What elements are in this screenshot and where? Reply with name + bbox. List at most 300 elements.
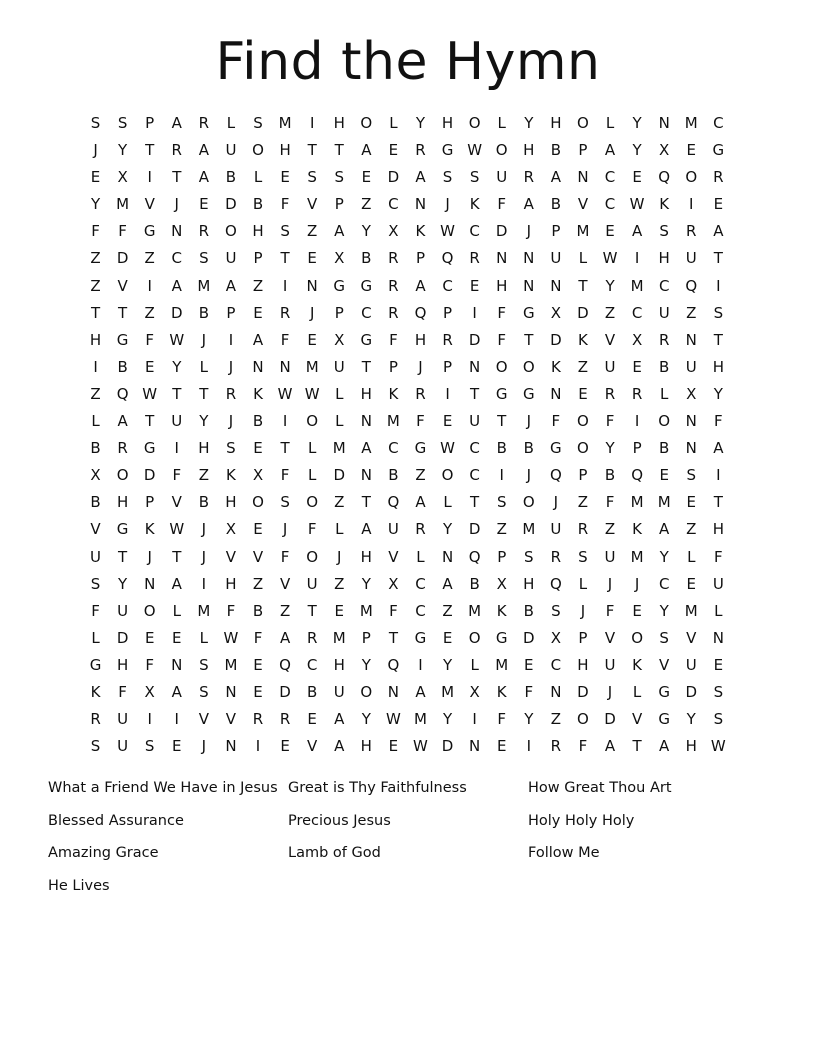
grid-letter: K	[144, 520, 155, 539]
grid-letter: P	[443, 303, 453, 322]
grid-letter: S	[280, 493, 290, 512]
grid-letter: E	[632, 601, 642, 620]
grid-letter: A	[415, 493, 426, 512]
grid-letter: U	[469, 412, 481, 431]
grid-letter: D	[685, 682, 698, 701]
grid-letter: B	[659, 439, 670, 458]
grid-letter: L	[199, 628, 209, 647]
grid-letter: J	[418, 357, 423, 376]
grid-letter: A	[334, 737, 345, 756]
grid-letter: M	[386, 412, 400, 431]
grid-letter: T	[388, 628, 398, 647]
grid-letter: G	[522, 303, 535, 322]
grid-letter: Q	[414, 303, 427, 322]
grid-letter: C	[388, 439, 399, 458]
grid-letter: Y	[659, 547, 669, 566]
grid-letter: W	[467, 141, 483, 160]
grid-letter: F	[280, 195, 290, 214]
grid-letter: B	[550, 141, 562, 160]
grid-letter: A	[713, 439, 724, 458]
grid-letter: R	[442, 330, 453, 349]
grid-letter: A	[198, 141, 209, 160]
grid-letter: D	[577, 303, 589, 322]
grid-letter: R	[90, 710, 101, 729]
grid-letter: R	[279, 710, 291, 729]
grid-letter: C	[171, 249, 183, 268]
grid-letter: Z	[307, 222, 318, 241]
grid-letter: R	[415, 520, 426, 539]
grid-letter: R	[225, 384, 237, 403]
grid-letter: T	[145, 141, 155, 160]
grid-letter: L	[91, 412, 100, 431]
grid-letter: D	[387, 168, 400, 187]
grid-letter: N	[550, 384, 562, 403]
grid-letter: A	[117, 412, 128, 431]
grid-letter: N	[279, 357, 291, 376]
grid-letter: O	[252, 493, 264, 512]
grid-row	[82, 273, 732, 300]
grid-letter: N	[496, 249, 508, 268]
grid-letter: M	[197, 276, 211, 295]
grid-row	[82, 300, 732, 327]
grid-letter: A	[225, 276, 237, 295]
page-title: Find the Hymn	[215, 32, 601, 92]
grid-letter: R	[198, 222, 210, 241]
grid-letter: M	[305, 357, 319, 376]
grid-letter: Q	[658, 168, 671, 187]
grid-letter: N	[252, 357, 264, 376]
grid-letter: L	[335, 520, 344, 539]
grid-letter: K	[469, 195, 480, 214]
grid-letter: Q	[468, 547, 481, 566]
grid-letter: M	[630, 547, 644, 566]
grid-letter: C	[388, 195, 399, 214]
grid-letter: E	[442, 412, 453, 431]
grid-letter: V	[225, 547, 237, 566]
grid-letter: G	[495, 384, 508, 403]
grid-letter: N	[685, 412, 697, 431]
word-list-item: Amazing Grace	[48, 845, 159, 861]
grid-letter: H	[198, 439, 210, 458]
grid-letter: J	[201, 547, 207, 566]
grid-letter: G	[333, 276, 346, 295]
grid-letter: T	[172, 384, 182, 403]
grid-letter: S	[551, 601, 561, 620]
grid-letter: L	[660, 384, 669, 403]
grid-letter: J	[282, 520, 288, 539]
grid-letter: T	[497, 412, 507, 431]
grid-letter: O	[306, 547, 319, 566]
grid-letter: F	[118, 222, 127, 241]
grid-letter: Y	[686, 710, 696, 729]
grid-letter: G	[414, 628, 427, 647]
grid-letter: D	[116, 249, 129, 268]
grid-letter: Z	[577, 493, 589, 512]
grid-letter: Z	[279, 601, 291, 620]
grid-letter: W	[223, 628, 239, 647]
grid-letter: F	[714, 412, 723, 431]
grid-row	[82, 191, 732, 218]
grid-letter: I	[147, 710, 152, 729]
grid-letter: T	[307, 601, 317, 620]
grid-row	[82, 408, 732, 435]
grid-letter: Y	[118, 141, 128, 160]
grid-letter: X	[388, 574, 399, 593]
grid-letter: O	[360, 682, 373, 701]
grid-letter: E	[469, 276, 480, 295]
grid-letter: U	[117, 601, 129, 620]
grid-letter: Q	[116, 384, 129, 403]
grid-letter: V	[686, 628, 697, 647]
grid-letter: V	[252, 547, 264, 566]
grid-letter: W	[440, 222, 455, 241]
grid-letter: K	[415, 222, 426, 241]
grid-letter: T	[713, 330, 723, 349]
word-list-item: Great is Thy Faithfulness	[288, 780, 467, 796]
grid-letter: X	[225, 520, 237, 539]
grid-letter: U	[658, 303, 670, 322]
grid-letter: Z	[334, 493, 345, 512]
grid-letter: M	[576, 222, 590, 241]
grid-letter: A	[171, 682, 182, 701]
grid-letter: O	[468, 628, 481, 647]
grid-letter: E	[253, 682, 263, 701]
grid-letter: J	[526, 412, 531, 431]
grid-letter: J	[201, 520, 207, 539]
grid-letter: S	[90, 114, 101, 132]
grid-letter: Z	[90, 249, 101, 268]
grid-letter: C	[415, 574, 426, 593]
grid-row	[82, 354, 732, 381]
grid-letter: W	[142, 384, 158, 403]
grid-letter: E	[442, 628, 453, 647]
grid-letter: V	[631, 710, 643, 729]
grid-letter: Z	[496, 520, 507, 539]
grid-letter: S	[496, 493, 507, 512]
grid-letter: I	[255, 737, 261, 756]
grid-letter: U	[604, 655, 616, 674]
grid-letter: O	[685, 168, 698, 187]
grid-letter: N	[414, 195, 427, 214]
grid-letter: Z	[334, 574, 345, 593]
grid-letter: T	[334, 141, 344, 160]
grid-letter: U	[225, 141, 237, 160]
grid-letter: J	[93, 141, 98, 160]
grid-letter: H	[360, 384, 372, 403]
grid-letter: R	[388, 276, 399, 295]
grid-letter: M	[332, 628, 346, 647]
grid-letter: Z	[144, 249, 155, 268]
grid-letter: R	[415, 141, 426, 160]
grid-letter: E	[253, 655, 263, 674]
grid-letter: B	[90, 493, 101, 512]
grid-letter: G	[522, 384, 535, 403]
grid-letter: H	[225, 574, 237, 593]
grid-letter: D	[116, 628, 129, 647]
grid-letter: R	[631, 384, 643, 403]
grid-letter: D	[550, 330, 562, 349]
grid-letter: K	[496, 601, 507, 620]
grid-letter: F	[497, 303, 507, 322]
grid-letter: Y	[361, 222, 371, 241]
grid-letter: P	[578, 466, 588, 485]
grid-letter: U	[550, 520, 562, 539]
grid-letter: T	[118, 547, 128, 566]
grid-letter: S	[713, 682, 724, 701]
grid-letter: G	[89, 655, 102, 674]
grid-letter: E	[307, 710, 317, 729]
grid-letter: Y	[659, 601, 669, 620]
grid-letter: B	[198, 303, 209, 322]
grid-letter: A	[659, 737, 670, 756]
grid-letter: H	[550, 114, 562, 132]
grid-letter: S	[578, 547, 588, 566]
grid-letter: M	[684, 601, 698, 620]
grid-letter: X	[631, 330, 643, 349]
grid-letter: X	[144, 682, 155, 701]
grid-letter: E	[524, 655, 534, 674]
grid-letter: S	[199, 249, 209, 268]
grid-letter: I	[526, 737, 531, 756]
grid-letter: I	[93, 357, 98, 376]
grid-letter: Z	[361, 195, 372, 214]
grid-letter: Y	[442, 710, 453, 729]
grid-letter: Z	[415, 466, 426, 485]
grid-letter: V	[604, 330, 616, 349]
grid-letter: L	[172, 601, 181, 620]
grid-letter: M	[630, 493, 644, 512]
grid-letter: O	[360, 114, 373, 132]
grid-letter: V	[144, 195, 155, 214]
grid-letter: J	[553, 493, 559, 512]
grid-letter: W	[602, 249, 618, 268]
grid-letter: V	[171, 493, 182, 512]
grid-letter: P	[578, 628, 588, 647]
grid-letter: S	[334, 168, 344, 187]
grid-letter: F	[605, 601, 615, 620]
grid-letter: L	[416, 547, 425, 566]
grid-letter: X	[469, 682, 480, 701]
word-list-item: Lamb of God	[288, 845, 381, 861]
grid-letter: L	[307, 466, 317, 485]
grid-letter: I	[716, 466, 721, 485]
grid-letter: E	[144, 357, 155, 376]
grid-letter: M	[657, 493, 671, 512]
word-list-item: He Lives	[48, 877, 110, 894]
grid-letter: H	[414, 330, 427, 349]
grid-letter: L	[632, 682, 642, 701]
grid-letter: A	[334, 222, 345, 241]
grid-letter: Y	[118, 574, 128, 593]
grid-letter: I	[174, 710, 179, 729]
grid-letter: T	[361, 493, 371, 512]
grid-letter: V	[198, 710, 209, 729]
grid-letter: C	[306, 655, 318, 674]
grid-letter: J	[201, 737, 207, 756]
grid-letter: D	[441, 737, 454, 756]
grid-letter: C	[469, 439, 480, 458]
grid-letter: J	[607, 574, 613, 593]
grid-letter: P	[443, 357, 453, 376]
grid-letter: D	[604, 710, 616, 729]
grid-letter: I	[309, 114, 315, 132]
grid-letter: I	[472, 303, 477, 322]
grid-letter: K	[659, 195, 670, 214]
grid-letter: W	[413, 737, 428, 756]
grid-letter: K	[226, 466, 236, 485]
grid-letter: F	[172, 466, 182, 485]
grid-letter: G	[441, 141, 454, 160]
grid-letter: L	[307, 439, 317, 458]
grid-letter: G	[550, 439, 562, 458]
grid-letter: O	[495, 357, 508, 376]
grid-letter: H	[225, 493, 237, 512]
grid-letter: P	[578, 141, 588, 160]
grid-letter: F	[389, 330, 398, 349]
grid-letter: Q	[685, 276, 698, 295]
grid-letter: H	[496, 276, 508, 295]
word-search-grid	[82, 110, 732, 760]
grid-letter: Z	[550, 710, 561, 729]
grid-letter: E	[713, 655, 724, 674]
grid-letter: M	[332, 439, 346, 458]
grid-letter: U	[333, 357, 345, 376]
grid-letter: A	[631, 222, 643, 241]
grid-letter: L	[578, 249, 588, 268]
grid-letter: C	[469, 222, 480, 241]
grid-letter: K	[632, 655, 643, 674]
grid-letter: V	[307, 195, 318, 214]
grid-letter: O	[577, 114, 589, 132]
grid-letter: N	[441, 547, 454, 566]
grid-letter: G	[414, 439, 427, 458]
grid-letter: U	[387, 520, 399, 539]
grid-letter: F	[280, 466, 290, 485]
grid-letter: C	[604, 195, 616, 214]
grid-letter: B	[388, 466, 399, 485]
grid-letter: N	[550, 682, 562, 701]
grid-letter: X	[117, 168, 128, 187]
grid-letter: P	[632, 439, 642, 458]
grid-letter: H	[333, 114, 345, 132]
grid-letter: W	[169, 330, 185, 349]
grid-letter: R	[388, 249, 399, 268]
grid-row	[82, 462, 732, 489]
grid-letter: E	[172, 737, 182, 756]
grid-letter: J	[228, 357, 234, 376]
grid-letter: N	[171, 655, 183, 674]
grid-letter: S	[144, 737, 155, 756]
grid-letter: I	[147, 276, 152, 295]
grid-letter: M	[224, 655, 238, 674]
grid-letter: V	[659, 655, 670, 674]
grid-letter: C	[658, 574, 670, 593]
grid-row	[82, 218, 732, 245]
grid-letter: F	[605, 412, 615, 431]
grid-letter: T	[145, 412, 155, 431]
grid-letter: J	[201, 330, 207, 349]
grid-letter: A	[442, 574, 453, 593]
grid-letter: K	[253, 384, 263, 403]
grid-letter: S	[90, 737, 101, 756]
grid-letter: H	[89, 330, 102, 349]
grid-letter: X	[334, 330, 345, 349]
grid-letter: F	[551, 412, 561, 431]
grid-letter: A	[334, 710, 345, 729]
grid-letter: E	[253, 439, 263, 458]
grid-letter: R	[198, 114, 210, 132]
grid-letter: G	[143, 439, 156, 458]
grid-letter: T	[280, 249, 290, 268]
grid-letter: T	[713, 249, 723, 268]
grid-letter: V	[225, 710, 237, 729]
grid-letter: E	[632, 168, 642, 187]
grid-letter: D	[523, 628, 535, 647]
grid-letter: Q	[549, 574, 562, 593]
grid-letter: V	[577, 195, 589, 214]
grid-letter: E	[307, 330, 317, 349]
grid-letter: N	[306, 276, 318, 295]
grid-letter: C	[604, 168, 616, 187]
grid-letter: D	[143, 466, 156, 485]
grid-letter: M	[116, 195, 130, 214]
grid-letter: E	[659, 466, 669, 485]
grid-letter: F	[497, 195, 507, 214]
grid-letter: I	[634, 412, 640, 431]
grid-letter: U	[496, 168, 508, 187]
grid-letter: E	[361, 168, 372, 187]
grid-letter: A	[415, 682, 426, 701]
grid-letter: P	[145, 114, 155, 132]
grid-letter: N	[469, 737, 481, 756]
grid-letter: Q	[387, 655, 400, 674]
grid-letter: Y	[524, 710, 534, 729]
grid-letter: A	[415, 168, 426, 187]
grid-letter: Z	[144, 303, 155, 322]
grid-letter: L	[443, 493, 452, 512]
grid-row	[82, 516, 732, 543]
grid-letter: F	[307, 520, 317, 539]
grid-letter: P	[334, 303, 344, 322]
grid-letter: R	[415, 384, 426, 403]
grid-letter: S	[280, 222, 290, 241]
grid-letter: E	[334, 601, 344, 620]
grid-letter: B	[550, 195, 562, 214]
grid-letter: Z	[604, 303, 616, 322]
grid-letter: R	[604, 384, 616, 403]
word-list-item: Blessed Assurance	[48, 812, 184, 829]
grid-letter: P	[388, 357, 398, 376]
grid-letter: C	[469, 466, 480, 485]
grid-letter: E	[388, 141, 399, 160]
grid-letter: M	[684, 114, 698, 132]
grid-letter: Y	[361, 710, 371, 729]
grid-letter: J	[580, 601, 586, 620]
grid-letter: A	[171, 574, 182, 593]
grid-letter: M	[359, 601, 373, 620]
grid-letter: S	[199, 655, 209, 674]
grid-letter: K	[388, 384, 399, 403]
grid-letter: F	[91, 222, 100, 241]
grid-letter: D	[468, 520, 481, 539]
grid-letter: Z	[252, 276, 264, 295]
grid-letter: U	[712, 574, 724, 593]
word-list	[48, 777, 768, 907]
grid-letter: N	[550, 276, 562, 295]
grid-letter: I	[499, 466, 504, 485]
grid-letter: Z	[686, 520, 697, 539]
grid-row	[82, 679, 732, 706]
